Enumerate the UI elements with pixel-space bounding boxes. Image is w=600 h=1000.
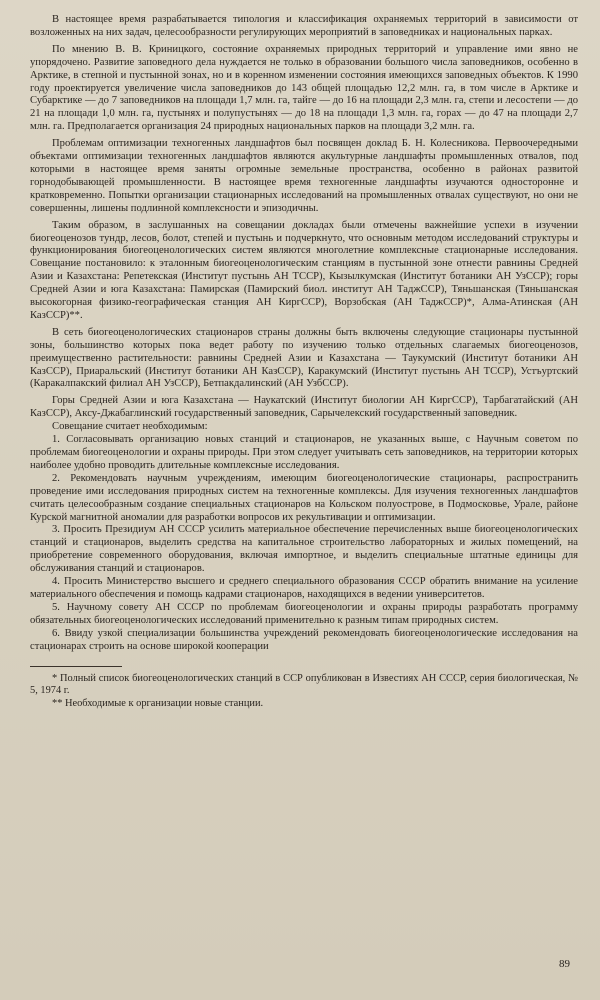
resolution-item-4: 4. Просить Министерство высшего и среднего специального образования СССР обратить внимание на усиление материального обеспечения и помощь кадрами стационаров, находящихся в ведении университетов. <box>30 576 578 600</box>
resolution-item-3: 3. Просить Президиум АН СССР усилить материальное обеспечение перечисленных выше биогеоценологических станций и стационаров, выделить средства на капитальное строительство лабораторных и жилых помещений, на приобретение современного оборудования, включая импортное, и выделить специальные штатные единицы для обслуживания станций и стационаров. <box>30 524 578 575</box>
paragraph-typology: В настоящее время разрабатывается типология и классификация охраняемых территорий в зависимости от возложенных на них задач, целесообразности регулирующих мероприятий в заповедниках и национальных парках. <box>30 14 578 38</box>
footnote-1: * Полный список биогеоценологических станций в ССР опубликован в Известиях АН СССР, серия биологическая, № 5, 1974 г. <box>30 672 578 697</box>
paragraph-technogenic-landscapes: Проблемам оптимизации техногенных ландшафтов был посвящен доклад Б. Н. Колесникова. Первоочередными объектами оптимизации техногенных ландшафтов являются акультурные ландшафты промышленных отвалов, под которыми в настоящее время заняты огромные земельные пространства, особенно в районах развитой горнодобывающей промышленности. В настоящее время техногенные ландшафты изучаются односторонне и кратковременно. Попытки организации стационарных исследований на промышленных отвалах существуют, но они не совершенны, лишены подлинной комплексности и эпизодичны. <box>30 138 578 214</box>
paragraph-conclusions: Таким образом, в заслушанных на совещании докладах были отмечены важнейшие успехи в изучении биогеоценозов тундр, лесов, болот, степей и пустынь и подчеркнуто, что основным методом исследований структуры и функционирования биогеоценологических систем являются многолетние комплексные стационарные исследования. Совещание постановило: к эталонным биогеоценологическим станциям в пустынной зоне отнести равнины Средней Азии и Казахстана: Репетекская (Институт пустынь АН ТССР), Кызылкумская (Институт ботаники АН УзССР); горы Средней Азии и юга Казахстана: Памирская (Памирский биол. институт АН ТаджССР), Тяньшанская (Тяньшанская высокогорная физико-географическая станция АН КиргССР), Ворзобская (АН ТаджССР)*, Алма-Атинская (АН КазССР)**. <box>30 219 578 321</box>
paragraph-krinitsky: По мнению В. В. Криницкого, состояние охраняемых природных территорий и управление ими явно не упорядочено. Развитие заповедного дела нуждается не только в образовании большого числа заповедников, особенно в Арктике, в степной и пустынной зонах, но и в коренном изменении состояния имеющихся заповедных объектов. К 1990 году проектируется увеличение числа заповедников до 143 общей площадью 12,2 млн. га, в том числе в Арктике и Субарктике — до 7 заповедников на площади 1,7 млн. га, тайге — до 16 на площади 2,3 млн. га, степи и лесостепи — до 21 на площади 1,0 млн. га, пустынях и полупустынях — до 18 на площади 1,3 млн. га, горах — до 47 на площади 2,7 млн. га. Предполагается организация 24 природных национальных парков на площади 3,2 млн. га. <box>30 43 578 133</box>
footnote-divider <box>30 666 122 667</box>
resolution-item-5: 5. Научному совету АН СССР по проблемам биогеоценологии и охраны природы разработать программу обязательных биогеоценологических исследований применительно к разным типам природных систем. <box>30 601 578 626</box>
footnotes <box>30 673 578 711</box>
body-text <box>30 14 578 654</box>
resolution-item-1: 1. Согласовывать организацию новых станций и стационаров, не указанных выше, с Научным советом по проблемам биогеоценологии и охраны природы. При этом следует учитывать сеть заповедников, на территории которых наиболее удобно проводить длительные комплексные исследования. <box>30 434 578 471</box>
paragraph-station-network: В сеть биогеоценологических стационаров страны должны быть включены следующие стационары пустынной зоны, большинство которых пока ведет работу по изучению только отдельных слагаемых биогеоценозов, преимущественно растительности: равнины Средней Азии и Казахстана — Таукумский (Институт ботаники АН КазССР), Приаральский (Институт ботаники АН КазССР), Каракумский (Институт пустынь АН ТССР), Устъуртский (Каракалпакский филиал АН УзССР), Бетпакдалинский (АН УзбССР). <box>30 326 578 390</box>
resolution-item-2: 2. Рекомендовать научным учреждениям, имеющим биогеоценологические стационары, распространить проведение ими исследования природных систем на техногенные комплексы. Для изучения техногенных ландшафтов считать целесообразным создание специальных стационаров на Кольском полуострове, в Подмосковье, Урале, районе Курской магнитной аномалии для разработки вопросов их рекультивации и оптимизации. <box>30 472 578 523</box>
resolution-item-6: 6. Ввиду узкой специализации большинства учреждений рекомендовать биогеоценологические исследования на стационарах строить на основе широкой кооперации <box>30 627 578 652</box>
footnote-2: ** Необходимые к организации новые станции. <box>52 697 264 709</box>
paragraph-resolution-intro: Совещание считает необходимым: <box>52 421 208 433</box>
paragraph-mountains: Горы Средней Азии и юга Казахстана — Наукатский (Институт биологии АН КиргССР), Тарбагатайский (АН КазССР), Аксу-Джабаглинский государственный заповедник, Сарычелекский государственный заповедник. <box>30 395 578 420</box>
page-number: 89 <box>559 958 570 970</box>
